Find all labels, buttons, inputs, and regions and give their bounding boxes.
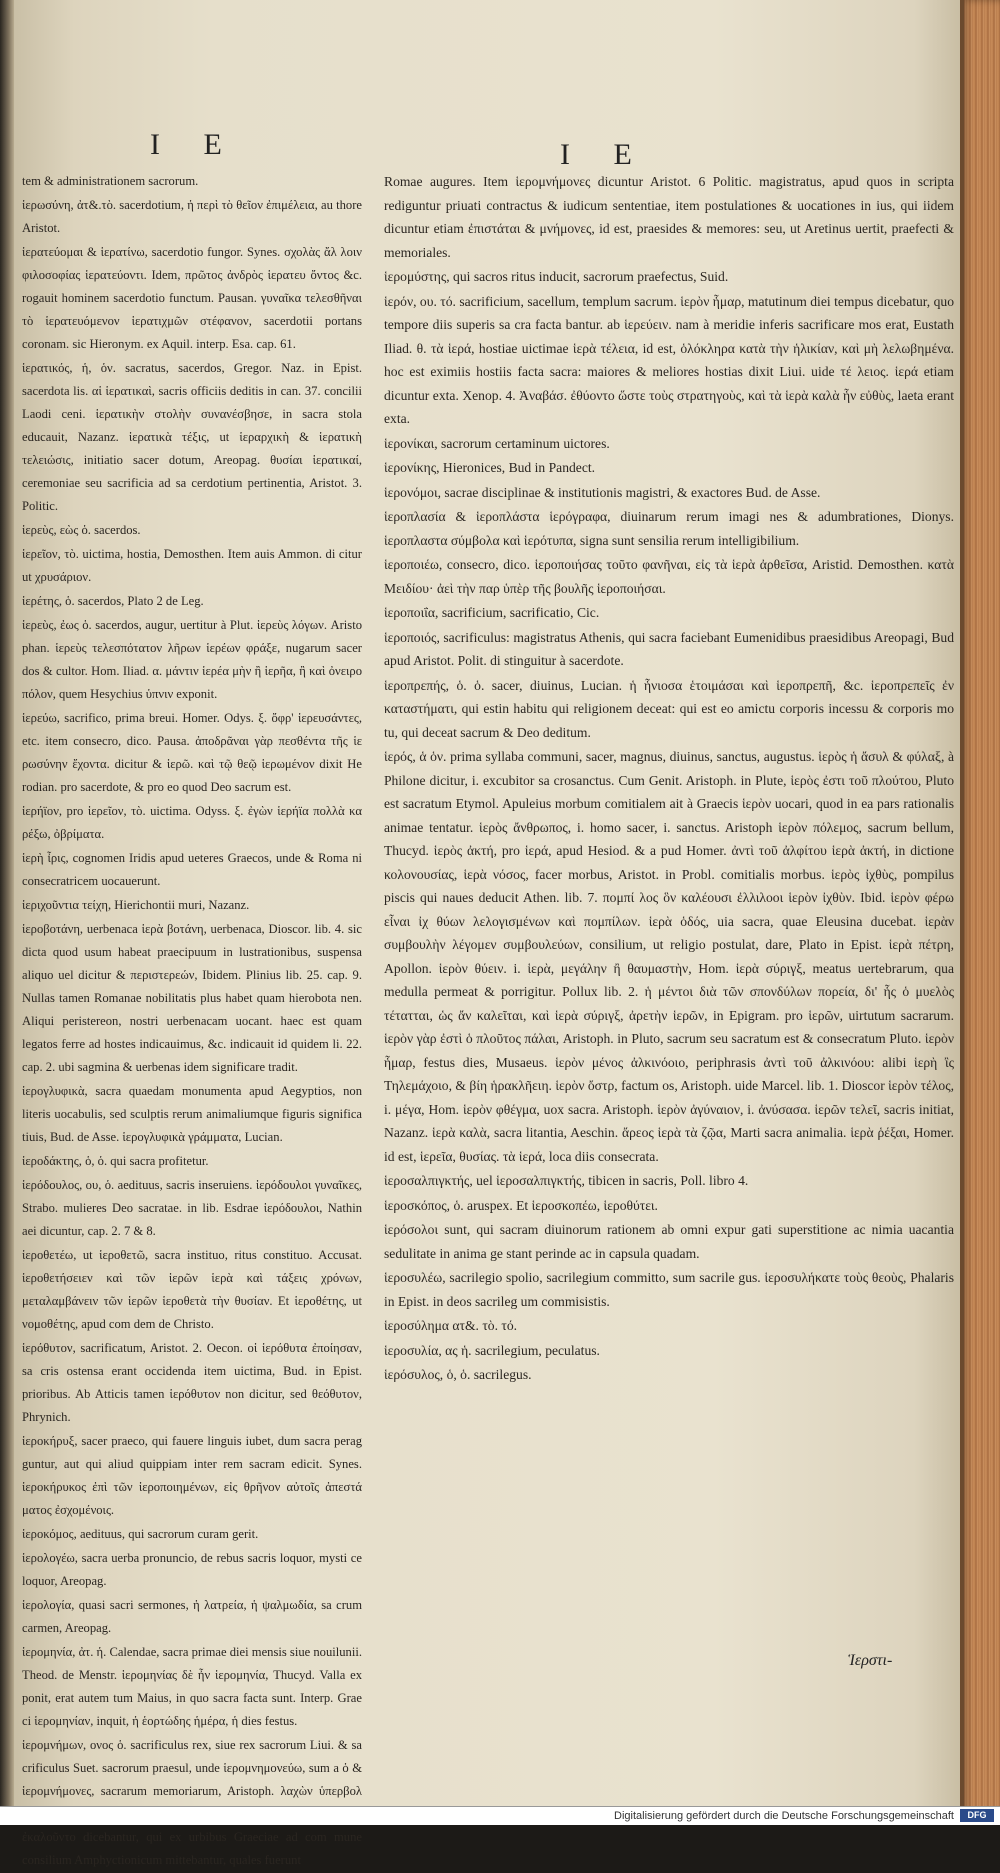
dictionary-entry: ἱερήϊον, pro ἱερεῖον, τὸ. uictima. Odyss. ξ. ἐγὼν ἱερήϊα πολλὰ κα ρέξω, ὀβρίματα. — [22, 804, 362, 841]
digitization-credit: Digitalisierung gefördert durch die Deutsche Forschungsgemeinschaft — [614, 1810, 954, 1822]
dictionary-entry: ἱερεὺς, εὼς ὁ. sacerdos. — [22, 523, 141, 537]
dictionary-entry: ἱεροπρεπής, ὁ. ὁ. sacer, diuinus, Lucian. ἡ ἧνιοσα ἑτοιμάσαι καὶ ἱεροπρεπῆ, &c. ἱεροπρεπεῖς ἐν καταστήματι, qui estin habitu qui religionem deceat: qui est eo amictu corporis incessu & corporis mo tu, qui deceat sacrum & Deo deditum. — [384, 677, 954, 740]
dictionary-entry: tem & administrationem sacrorum. — [22, 174, 199, 188]
dictionary-entry: ἱερολογέω, sacra uerba pronuncio, de rebus sacris loquor, mysti ce loquor, Areopag. — [22, 1551, 362, 1588]
dictionary-entry: ἱερός, ἁ ὁν. prima syllaba communi, sacer, magnus, diuinus, sanctus, augustus. ἱερὸς ἡ ἄσυλ & φύλαξ, à Philone dicitur, i. excubitor sa crosanctus. Cum Genit. Aristoph. in Plute, ἱερὸς ἐστι τοῦ πλούτου, Pluto est sacratum Etymol. Apuleius morbum comitialem ait à Graecis ἱερὸν uocari, quod in ea pars rationalis animae tentatur. ἱερὸς ἄνθρωπος, i. homo sacer, i. sanctus. Aristoph ἱερὸν πόλεμος, sacrum bellum, Thucyd. ἱερὸς ἀκτή, pro ἱερά, apud Hesiod. & a pud Homer. ἀντὶ τοῦ ἀλφίτου ἱερὰ ἀκτή, in dictione κολονουσίας, ἱερὰ νόσος, facer morbus, Aristot. in Probl. comitialis morbus. ἱερὸς ἰχθὺς, pompilus piscis qui naues deducit Athen. lib. 7. πομπί λος ὃν καλέουσι ἐλλιλοοι ἱερὸν ἰχθὺν. Ibid. ἱερὸν φέρω εἶναι ἰχ θύων λελογισμένων καὶ πομπίλων. ἱερὰ ὁδός, uia sacra, quae Eleusina ducebat. ἱερὰν συμβουλὴν λέγομεν συμβουλεύων, consilium, ut religio postulat, dare, Plato in Epist. ἱερὰ πέτρη, Apollon. ἱερὸν θύειν. i. ἱερὰ, μεγάλην ἢ θαυμαστὴν, Hom. ἱερὰ σύριγξ, meatus uertebrarum, qua medulla permeat & porrigitur. Pollux lib. 2. ἡ μέντοι διὰ τῶν σπονδύλων πορεία, δι' ἧς ὁ μυελὸς τέτατται, ὡς ἄν καλεῖται, καὶ ἱερὰ σύριγξ, ἀρετὴν ἱερῶν, in Epigram. pro ἱερῶν, uirtutum sacrarum. ἱερὸν γὰρ ἐστὶ ὁ πλοῦτος πάλαι, Aristoph. in Pluto, sacrum seu sacratum est & consecratum Pluto. ἱερὸν ἦμαρ, festus dies, Musaeus. ἱερὸν μένος ἀλκινόοιο, periphrasis ἀντὶ τοῦ ἀλκινόου: alibi ἱερὴ ἲς Τηλεμάχοιο, & βίη ἡρακλῆειη. ἱερὸν ὄστρ, factum os, Aristoph. uide Marcel. lib. 1. Dioscor ἱερὸν τέλος, i. μέγα, Hom. ἱερὸν φθέγμα, uox sacra. Aristoph. ἱερὸν ἀγύναιον, i. ἀνύσασα. ἱερῶν τελεῖ, sacris initiat, Nazanz. ἱερὰ καλὰ, sacra litantia, Aeschin. ἄρεος ἱερὰ τὰ ζῷα, Marti sacra animalia. ἱερὰ ῥέξαι, Homer. id est, ἱερεῖα, θυσίας. τὰ ἱερά, loca diis consecrata. — [384, 749, 954, 1164]
dictionary-entry: ἱεροσυλία, ας ἡ. sacrilegium, peculatus. — [384, 1342, 600, 1358]
dfg-logo-icon: DFG — [960, 1809, 994, 1822]
dictionary-entry: ἱερόσυλος, ὁ, ὁ. sacrilegus. — [384, 1367, 532, 1382]
dictionary-entry: ἱεροποιΐα, sacrificium, sacrificatio, Cic. — [384, 605, 600, 620]
dictionary-entry: ἱερόδουλος, ου, ὁ. aedituus, sacris inseruiens. ἱερόδουλοι γυναῖκες, Strabo. mulieres Deo sacratae. in lib. Esdrae ἱερόδουλοι, Nathin aei dicuntur, cap. 2. 7 & 8. — [22, 1178, 362, 1238]
dictionary-entry: ἱεροκήρυξ, sacer praeco, qui fauere linguis iubet, dum sacra perag guntur, aut qui aliud quippiam inter rem sacram edicit. Synes. ἱεροκήρυκος ἐπὶ τῶν ἱεροποιημένων, εἰς θρῆνον αὐτοῖς ἀπεστά ματος ἐσχομένοις. — [22, 1434, 362, 1517]
digitization-footer — [0, 1806, 1000, 1825]
right-column — [384, 170, 954, 1388]
dictionary-entry: ἱερομνήμων, ονος ὁ. sacrificulus rex, siue rex sacrorum Liui. & sa crificulus Suet. sacrorum praesul, unde ἱερομνημονεύω, sum a ὁ & ἱερομνήμονες, sacrarum memoriarum, Aristoph. λαχὼν ὑπερβολ ἐκαλοῦντο dicebantur, qui ex urbibus Graeciae ad com mune consilium Amphyctionicum mittebantur, quales fuerunt — [22, 1738, 362, 1867]
dictionary-entry: ἱεροσυλέω, sacrilegio spolio, sacrilegium committo, sum sacrile gus. ἱεροσυλήκατε τοὺς θεοὺς, Phalaris in Epist. in deos sacrileg um commisistis. — [384, 1270, 954, 1309]
dictionary-entry: ἱερογλυφικὰ, sacra quaedam monumenta apud Aegyptios, non literis uocabulis, sed sculptis rerum animaliumque figuris significa tiuis, Bud. de Asse. ἱερογλυφικὰ γράμματα, Lucian. — [22, 1084, 362, 1144]
dictionary-entry: ἱερομηνία, ἀτ. ἡ. Calendae, sacra primae diei mensis siue nouilunii. Theod. de Menstr. ἱερομηνίας δὲ ἦν ἱερομηνία, Thucyd. Valla ex ponit, erat autem tum Maius, in quo sacra facta sunt. Interp. Grae ci ἱερομηνίαν, inquit, ἡ ἑορτώδης ἡμέρα, ἡ dies festus. — [22, 1645, 362, 1728]
dictionary-entry: ἱερόν, ου. τό. sacrificium, sacellum, templum sacrum. ἱερὸν ἦμαρ, matutinum diei tempus dicebatur, quo tempore diis superis sa cra facta bantur. ab ἱερεύειν. nam à meridie inferis sacrificare mos erat, Eustath Iliad. θ. τὰ ἱερά, hostiae uictimae ἱερὰ τέλεια, id est, ὁλόκληρα κατὰ τὴν ἡλικίαν, καὶ μὴ λελωβημένα. hoc est eximiis hostiis facta sacra: maiores & meliores hostias dixit Liui. uide τέ λειος. ἱερά etiam dicuntur exta. Xenop. 4. Ἀναβάσ. ἐθύοντο ὥστε τοὺς στρατηγοὺς, καὶ τὰ ἱερὰ καλὰ ἦν εὐθὺς, laeta erant exta. — [384, 293, 954, 426]
dictionary-entry: ἱεροποιός, sacrificulus: magistratus Athenis, qui sacra faciebant Eumenidibus praesidibus Areopagi, Bud apud Aristot. Polit. di stinguitur à sacerdote. — [384, 629, 954, 668]
dictionary-entry: ἱεροπλασία & ἱεροπλάστα ἱερόγραφα, diuinarum rerum imagi nes & adumbrationes, Dionys. ἱεροπλαστα σύμβολα καὶ ἱερότυπα, signa sunt sensilia rerum intelligibilium. — [384, 509, 954, 548]
dictionary-entry: ἱερεύω, sacrifico, prima breui. Homer. Odys. ξ. ὄφρ' ἱερευσάντες, etc. item consecro, dico. Pausa. ἀποδρᾶναι γὰρ πεσθέντα τῆς ἱε ρωσύνην ἔχοντα. dicitur & ἱερῶ. καὶ τῷ θεῷ ἱερωμένον dixit He rodian. pro sacerdote, & pro eo quod Deo sacrum est. — [22, 711, 362, 794]
dictionary-entry: ἱερωσύνη, ἀτ&.τὸ. sacerdotium, ἡ περὶ τὸ θεῖον ἐπιμέλεια, au thore Aristot. — [22, 198, 362, 235]
left-column — [22, 170, 362, 1873]
book-spine — [0, 0, 14, 1824]
dictionary-entry: ἱεριχοῦντια τείχη, Hierichontii muri, Nazanz. — [22, 898, 250, 912]
running-head-left: I E — [150, 128, 240, 161]
dictionary-entry: ἱεροσύλημα ατ&. τὸ. τό. — [384, 1318, 518, 1333]
dictionary-entry: ἱερατεύομαι & ἱερατίνω, sacerdotio fungor. Synes. σχολὰς ἄλ λοιν φιλοσοφίας ἱερατεύοντι. Idem, πρῶτος ἀνδρὸς ἱερατευ ὄντος &c. rogauit hominem sacerdotio functum. Pausan. γυναῖκα τελεσθῆναι τὸ ἱερατευόμενον ἱερατιχμῶν στέφανον, sacerdotii portans coronam. sic Hieronym. ex Aquil. interp. Esa. cap. 61. — [22, 245, 362, 351]
dictionary-entry: ἱερόθυτον, sacrificatum, Aristot. 2. Oecon. οἱ ἱερόθυτα ἐποίησαν, sa cris ostensa erant occidenda item uictima, Bud. in Epist. prioribus. Ab Atticis tamen ἱερόθυτον non dicitur, sed θεόθυτον, Phrynich. — [22, 1341, 362, 1424]
dictionary-entry: ἱερονόμοι, sacrae disciplinae & institutionis magistri, & exactores Bud. de Asse. — [384, 484, 821, 500]
dictionary-entry: ἱερεὺς, ἐως ὁ. sacerdos, augur, uertitur à Plut. ἱερεὺς λόγων. Aristo phan. ἱερεὺς τελεσπότατον λῆρων ἱερέων φράξε, nugarum sacer dos & cultor. Hom. Iliad. α. μάντιν ἱερέα μὴν ἢ ἱερῆα, ἢ καὶ ὀνειρο πόλον, quem Hesychius ὑπνιν exponit. — [22, 618, 362, 701]
dictionary-entry: ἱερονίκαι, sacrorum certaminum uictores. — [384, 435, 610, 451]
dictionary-entry: ἱερὴ ἶρις, cognomen Iridis apud ueteres Graecos, unde & Roma ni consecratricem uocauerunt. — [22, 851, 362, 888]
dictionary-entry: ἱεροθετέω, ut ἱεροθετῶ, sacra instituo, ritus constituo. Accusat. ἱεροθετήσειεν καὶ τῶν ἱερῶν ἱερὰ καὶ τάξεις χρόνων, μεταλαμβάνειν τῶν ἱερῶν ἱεροθετὰ τὴν θυσίαν. Et ἱεροθέτης, ut νομοθέτης, apud com dem de Christo. — [22, 1248, 362, 1331]
dictionary-entry: ἱερόσολοι sunt, qui sacram diuinorum rationem ab omni expur gati superstitione ac nimia uacantia sedulitate in anima ge stant perinde ac in capsula quadam. — [384, 1222, 954, 1261]
dictionary-entry: ἱεροσκόπος, ὁ. aruspex. Et ἱεροσκοπέω, ἱεροθύτει. — [384, 1197, 658, 1213]
dictionary-entry: ἱερολογία, quasi sacri sermones, ἡ λατρεία, ἡ ψαλμωδία, sa crum carmen, Areopag. — [22, 1598, 362, 1635]
dictionary-entry: ἱεροδάκτης, ὁ, ὁ. qui sacra profitetur. — [22, 1154, 209, 1168]
page-edges — [960, 0, 1000, 1824]
dictionary-entry: Romae augures. Item ἱερομνήμονες dicuntur Aristot. 6 Politic. magistratus, apud quos in scripta rediguntur priuati contractus & iudicum sententiae, item postulationes & uocationes in ius, qui iidem dicuntur etiam ἐπιστάται & μνήμονες, id est, praesides & memores: seu, ut Aretinus uertit, praefecti & memoriales. — [384, 174, 954, 260]
running-head-right: I E — [560, 138, 650, 171]
dictionary-entry: ἱερέτης, ὁ. sacerdos, Plato 2 de Leg. — [22, 594, 204, 608]
dictionary-entry: ἱερατικός, ἡ, ὁν. sacratus, sacerdos, Gregor. Naz. in Epist. sacerdota lis. αἱ ἱερατικαὶ, sacris officiis deditis in can. 37. concilii Laodi ceni. ἱερατικὴν στολὴν συνανέσβησε, in sacra stola educauit, Nazanz. ἱερατικὰ τέξις, ut ἱεραρχικὴ & ἱερατικὴ τελειώσις, initiatio sacer dotum, Areopag. θυσίαι ἱερατικαί, ceremoniae seu sacrificia ad sa cerdotium pertinentia, Aristot. 3. Politic. — [22, 361, 362, 513]
dictionary-entry: ἱερεῖον, τὸ. uictima, hostia, Demosthen. Item auis Ammon. di citur ut χρυσάριον. — [22, 547, 362, 584]
dictionary-entry: ἱερoβοτάνη, uerbenaca ἱερὰ βοτάνη, uerbenaca, Dioscor. lib. 4. sic dicta quod usum habeat praecipuum in lustrationibus, suspensa aliquo uel dicitur & περιστερεών, Ibidem. Plinius lib. 25. cap. 9. Nullas tamen Romanae nobilitatis plus habet quam hierobota nen. Aliqui peristereon, nostri uerbenacam uocant. haec est quam legatos ferre ad hostes indicauimus, &c. indicauit id quidem li. 22. cap. 2. ubi sagmina & uerbenas idem significare tradit. — [22, 922, 362, 1074]
dictionary-entry: ἱεροσαλπιγκτής, uel ἱεροσαλπιγκτής, tibicen in sacris, Poll. libro 4. — [384, 1173, 749, 1188]
dictionary-entry: ἱερομύστης, qui sacros ritus inducit, sacrorum praefectus, Suid. — [384, 269, 729, 284]
dictionary-entry: ἱεροκόμος, aedituus, qui sacrorum curam gerit. — [22, 1527, 259, 1541]
dictionary-entry: ἱερονίκης, Hieronices, Bud in Pandect. — [384, 460, 596, 475]
dictionary-entry: ἱεροποιέω, consecro, dico. ἱεροποιήσας τοῦτο φανῆναι, εἰς τὰ ἱερὰ ἀρθεῖσα, Aristid. Demosthen. κατὰ Μειδίου· ἀεὶ τὴν παρ ὑπὲρ τῆς βουλῆς ἱεροποιήσαι. — [384, 557, 954, 596]
catchword: Ἱερστι- — [848, 1652, 893, 1669]
